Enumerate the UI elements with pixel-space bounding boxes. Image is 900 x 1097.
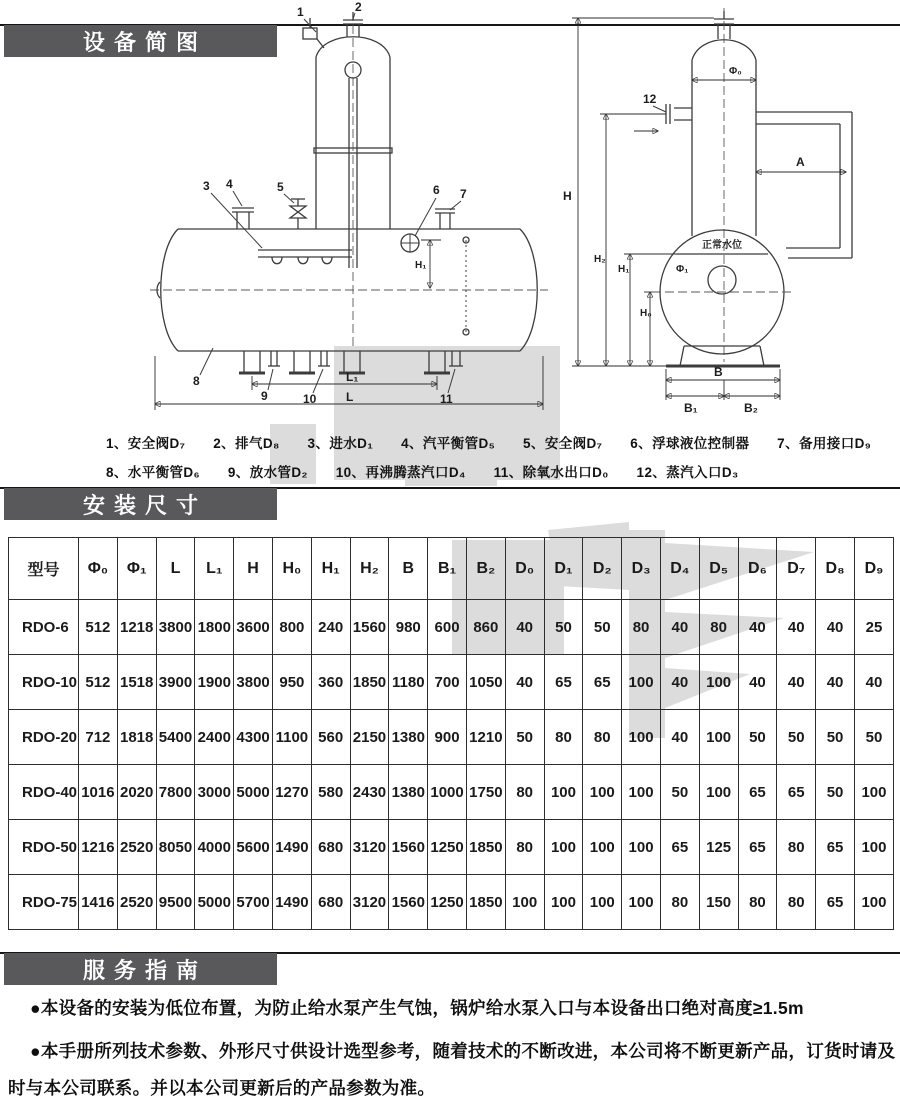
dimension-cell: 100	[622, 820, 661, 875]
column-header: H₁	[311, 538, 350, 600]
dimension-cell: 50	[854, 710, 893, 765]
dimension-cell: 1380	[389, 710, 428, 765]
dimension-cell: 1850	[466, 875, 505, 930]
service-guide	[8, 990, 896, 1097]
dimension-cell: 2520	[117, 875, 156, 930]
dimension-cell: 40	[777, 655, 816, 710]
dimension-cell: 860	[466, 600, 505, 655]
dimension-cell: 1850	[466, 820, 505, 875]
dimension-cell: 1000	[428, 765, 467, 820]
dimension-cell: 80	[777, 820, 816, 875]
table-row	[9, 710, 894, 765]
dimension-cell: 40	[738, 655, 777, 710]
section-title-service	[4, 953, 277, 985]
dimension-cell: 800	[272, 600, 311, 655]
dimension-cell: 1490	[272, 875, 311, 930]
table-header-row	[9, 538, 894, 600]
dimension-cell: 40	[816, 600, 855, 655]
dim-label-b: B	[714, 365, 723, 379]
section-title-diagram-label: 设备简图	[82, 29, 207, 55]
dimension-cell: 65	[660, 820, 699, 875]
dimension-cell: 1250	[428, 875, 467, 930]
dimension-cell: 40	[854, 655, 893, 710]
dimension-cell: 40	[660, 655, 699, 710]
table-row	[9, 655, 894, 710]
column-header: L₁	[195, 538, 234, 600]
column-header: Φ₁	[117, 538, 156, 600]
dimension-cell: 1800	[195, 600, 234, 655]
dimension-cell: 100	[583, 875, 622, 930]
dimension-cell: 580	[311, 765, 350, 820]
dimension-cell: 1250	[428, 820, 467, 875]
dimension-cell: 80	[544, 710, 583, 765]
model-cell: RDO-6	[9, 600, 79, 655]
dimension-cell: 1850	[350, 655, 389, 710]
column-header: H₀	[272, 538, 311, 600]
callout-11: 11	[440, 392, 453, 406]
callout-10: 10	[303, 392, 317, 406]
service-bullet-1: ●本设备的安装为低位布置，为防止给水泵产生气蚀，锅炉给水泵入口与本设备出口绝对高度≥1.5m	[30, 998, 804, 1018]
legend-line-1: 1、安全阀D₇ 2、排气D₈ 3、进水D₁ 4、汽平衡管D₅ 5、安全阀D₇ 6、浮球液位控制器 7、备用接口D₉	[106, 436, 872, 451]
dimension-cell: 1518	[117, 655, 156, 710]
dim-label-l: L	[346, 390, 354, 404]
callout-5: 5	[277, 180, 284, 194]
water-level-label: 正常水位	[702, 240, 742, 251]
dimension-cell: 5000	[234, 765, 273, 820]
end-view	[563, 8, 852, 415]
dimension-cell: 5000	[195, 875, 234, 930]
dimension-cell: 40	[660, 710, 699, 765]
callout-1: 1	[297, 5, 304, 19]
dimension-cell: 1818	[117, 710, 156, 765]
dimension-cell: 3900	[156, 655, 195, 710]
dim-label-h1-left: H₁	[415, 260, 427, 271]
dimension-cell: 1210	[466, 710, 505, 765]
dimension-cell: 240	[311, 600, 350, 655]
dimension-cell: 8050	[156, 820, 195, 875]
dimension-cell: 65	[816, 875, 855, 930]
dimension-cell: 100	[583, 820, 622, 875]
dimension-cell: 9500	[156, 875, 195, 930]
section-title-service-label: 服务指南	[82, 957, 207, 983]
legend-line-2: 8、水平衡管D₆ 9、放水管D₂ 10、再沸腾蒸汽口D₄ 11、除氧水出口D₀ 12、蒸汽入口D₃	[106, 465, 739, 480]
callout-3: 3	[203, 179, 210, 193]
dimension-cell: 65	[738, 820, 777, 875]
dimension-cell: 560	[311, 710, 350, 765]
dimension-cell: 65	[816, 820, 855, 875]
column-header: D₅	[699, 538, 738, 600]
dim-label-l1: L₁	[346, 370, 359, 384]
dimension-cell: 65	[583, 655, 622, 710]
dimension-cell: 50	[505, 710, 544, 765]
dimension-cell: 1416	[79, 875, 118, 930]
dimension-cell: 40	[660, 600, 699, 655]
table-row	[9, 765, 894, 820]
dimension-cell: 100	[699, 765, 738, 820]
table-row	[9, 600, 894, 655]
dimension-cell: 80	[622, 600, 661, 655]
dimension-cell: 2020	[117, 765, 156, 820]
dimension-cell: 80	[738, 875, 777, 930]
callout-9: 9	[261, 389, 268, 403]
dimension-cell: 100	[622, 655, 661, 710]
column-header: D₃	[622, 538, 661, 600]
model-cell: RDO-50	[9, 820, 79, 875]
dimension-cell: 80	[505, 820, 544, 875]
dimension-cell: 125	[699, 820, 738, 875]
dimension-cell: 40	[505, 600, 544, 655]
table-row	[9, 875, 894, 930]
dimension-cell: 80	[777, 875, 816, 930]
dimension-cell: 50	[738, 710, 777, 765]
dim-label-h2: H₂	[594, 254, 606, 265]
dimension-cell: 1560	[389, 875, 428, 930]
dimension-cell: 512	[79, 655, 118, 710]
dimension-cell: 1016	[79, 765, 118, 820]
section-title-diagram	[4, 25, 277, 57]
dim-label-b1: B₁	[684, 401, 698, 415]
dimension-cell: 50	[660, 765, 699, 820]
column-header: 型号	[9, 538, 79, 600]
dimension-cell: 1218	[117, 600, 156, 655]
dimension-cell: 4000	[195, 820, 234, 875]
dimension-cell: 3600	[234, 600, 273, 655]
dimension-cell: 980	[389, 600, 428, 655]
dimension-cell: 1560	[350, 600, 389, 655]
column-header: D₈	[816, 538, 855, 600]
callout-2: 2	[355, 0, 362, 14]
callout-12: 12	[643, 92, 657, 106]
column-header: H₂	[350, 538, 389, 600]
model-cell: RDO-40	[9, 765, 79, 820]
dimension-cell: 100	[854, 765, 893, 820]
dimension-cell: 360	[311, 655, 350, 710]
dimension-cell: 5600	[234, 820, 273, 875]
model-cell: RDO-75	[9, 875, 79, 930]
column-header: B	[389, 538, 428, 600]
dimension-cell: 65	[777, 765, 816, 820]
dimension-cell: 100	[505, 875, 544, 930]
model-cell: RDO-10	[9, 655, 79, 710]
dimension-cell: 40	[738, 600, 777, 655]
dimension-cell: 50	[816, 710, 855, 765]
dimension-cell: 1900	[195, 655, 234, 710]
dimension-cell: 600	[428, 600, 467, 655]
dimension-cell: 3000	[195, 765, 234, 820]
dimension-cell: 680	[311, 875, 350, 930]
dimension-cell: 150	[699, 875, 738, 930]
dimension-cell: 5400	[156, 710, 195, 765]
dimension-cell: 1560	[389, 820, 428, 875]
callout-6: 6	[433, 183, 440, 197]
service-bullet-2: ●本手册所列技术参数、外形尺寸供设计选型参考，随着技术的不断改进，本公司将不断更新产品，订货时请及时与本公司联系。并以本公司更新后的产品参数为准。	[8, 1041, 896, 1097]
callout-4: 4	[226, 177, 233, 191]
dimension-cell: 1050	[466, 655, 505, 710]
dimension-cell: 100	[622, 710, 661, 765]
dimension-cell: 100	[699, 655, 738, 710]
column-header: D₇	[777, 538, 816, 600]
dimension-cell: 2430	[350, 765, 389, 820]
parts-legend	[106, 429, 896, 487]
dimension-cell: 1100	[272, 710, 311, 765]
dimension-cell: 100	[544, 765, 583, 820]
dim-label-phi1: Φ₁	[676, 264, 689, 275]
model-cell: RDO-20	[9, 710, 79, 765]
dimension-cell: 100	[583, 765, 622, 820]
dimension-cell: 100	[544, 820, 583, 875]
dimension-cell: 3800	[156, 600, 195, 655]
dimension-cell: 512	[79, 600, 118, 655]
dimension-cell: 900	[428, 710, 467, 765]
dimension-cell: 100	[622, 875, 661, 930]
dimension-cell: 3120	[350, 820, 389, 875]
dimension-cell: 680	[311, 820, 350, 875]
column-header: L	[156, 538, 195, 600]
column-header: B₂	[466, 538, 505, 600]
dimension-cell: 50	[777, 710, 816, 765]
column-header: D₄	[660, 538, 699, 600]
dim-label-h1: H₁	[618, 264, 630, 275]
dimension-cell: 950	[272, 655, 311, 710]
dimension-cell: 40	[816, 655, 855, 710]
dim-label-phi0: Φ₀	[729, 66, 742, 77]
column-header: D₉	[854, 538, 893, 600]
callout-8: 8	[193, 374, 200, 388]
dimension-cell: 80	[583, 710, 622, 765]
dimension-cell: 700	[428, 655, 467, 710]
dimension-cell: 80	[505, 765, 544, 820]
dimension-cell: 50	[544, 600, 583, 655]
column-header: D₂	[583, 538, 622, 600]
dimension-cell: 3120	[350, 875, 389, 930]
dimension-cell: 5700	[234, 875, 273, 930]
dimensions-table	[8, 537, 894, 930]
dimension-cell: 1490	[272, 820, 311, 875]
dimension-cell: 100	[622, 765, 661, 820]
callout-7: 7	[460, 187, 467, 201]
dimension-cell: 1380	[389, 765, 428, 820]
dimension-cell: 25	[854, 600, 893, 655]
dimension-cell: 712	[79, 710, 118, 765]
dimension-cell: 1180	[389, 655, 428, 710]
column-header: H	[234, 538, 273, 600]
dimension-cell: 80	[660, 875, 699, 930]
dimension-cell: 1270	[272, 765, 311, 820]
column-header: D₀	[505, 538, 544, 600]
side-view	[150, 0, 548, 410]
dim-label-a: A	[796, 155, 805, 169]
dimension-cell: 40	[777, 600, 816, 655]
column-header: D₁	[544, 538, 583, 600]
dimension-cell: 65	[544, 655, 583, 710]
section-title-dimensions-label: 安装尺寸	[82, 492, 207, 518]
column-header: Φ₀	[79, 538, 118, 600]
table-row	[9, 820, 894, 875]
dimension-cell: 1750	[466, 765, 505, 820]
dimension-cell: 7800	[156, 765, 195, 820]
dimension-cell: 1216	[79, 820, 118, 875]
equipment-diagram	[0, 0, 900, 428]
dimension-cell: 2520	[117, 820, 156, 875]
dimension-cell: 100	[854, 820, 893, 875]
dim-label-h: H	[563, 189, 572, 203]
column-header: D₆	[738, 538, 777, 600]
dimension-cell: 65	[738, 765, 777, 820]
dimension-cell: 2150	[350, 710, 389, 765]
dimension-cell: 4300	[234, 710, 273, 765]
dimension-cell: 100	[544, 875, 583, 930]
dimension-cell: 50	[816, 765, 855, 820]
dim-label-b2: B₂	[744, 401, 758, 415]
section-title-dimensions	[4, 488, 277, 520]
dimension-cell: 100	[699, 710, 738, 765]
dimension-cell: 3800	[234, 655, 273, 710]
dimension-cell: 80	[699, 600, 738, 655]
dimension-cell: 40	[505, 655, 544, 710]
dim-label-h0: H₀	[640, 308, 652, 319]
column-header: B₁	[428, 538, 467, 600]
table-body	[9, 600, 894, 930]
dimension-cell: 50	[583, 600, 622, 655]
dimension-cell: 2400	[195, 710, 234, 765]
dimension-cell: 100	[854, 875, 893, 930]
